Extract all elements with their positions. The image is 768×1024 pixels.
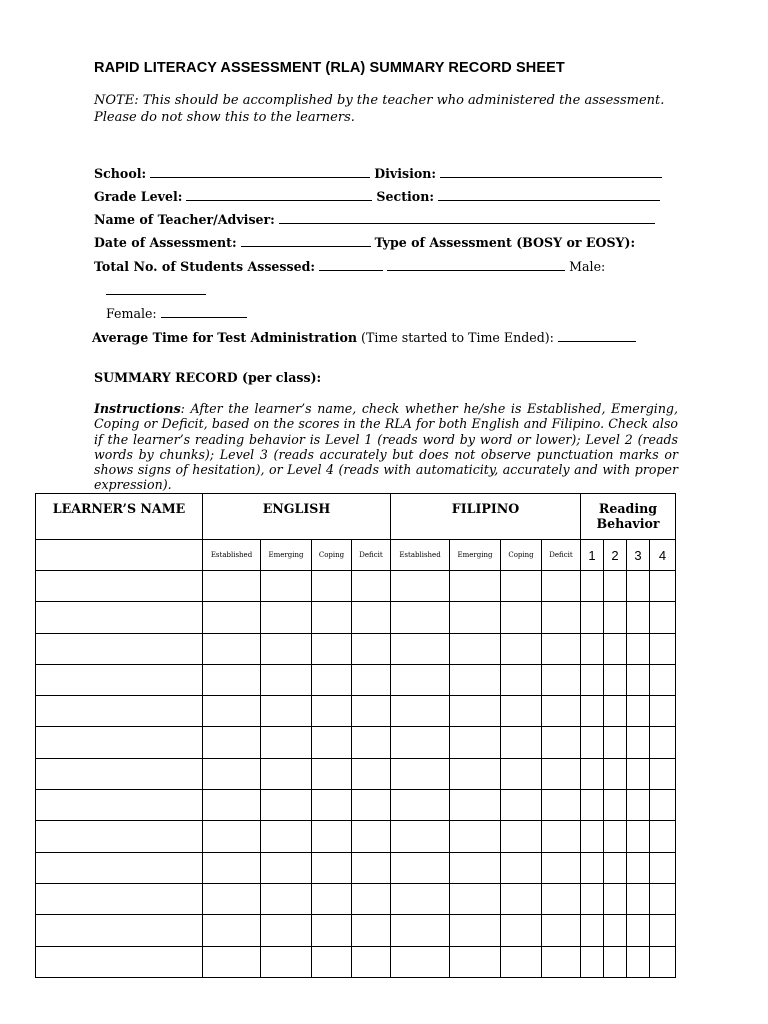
checkbox-cell[interactable] — [203, 664, 261, 695]
checkbox-cell[interactable] — [450, 852, 501, 883]
checkbox-cell[interactable] — [450, 946, 501, 977]
checkbox-cell[interactable] — [203, 946, 261, 977]
english-deficit-header: Deficit — [352, 540, 391, 571]
learner-row — [36, 758, 676, 789]
checkbox-cell[interactable] — [542, 852, 581, 883]
checkbox-cell[interactable] — [352, 571, 391, 602]
checkbox-cell[interactable] — [391, 664, 450, 695]
checkbox-cell[interactable] — [312, 915, 352, 946]
checkbox-cell[interactable] — [203, 915, 261, 946]
summary-table — [35, 493, 676, 978]
checkbox-cell[interactable] — [604, 883, 627, 914]
learner-row — [36, 883, 676, 914]
checkbox-cell[interactable] — [450, 633, 501, 664]
grade-level-label: Grade Level: — [94, 189, 183, 204]
checkbox-cell[interactable] — [604, 915, 627, 946]
checkbox-cell[interactable] — [261, 852, 312, 883]
english-header: ENGLISH — [203, 494, 391, 540]
filipino-deficit-header: Deficit — [542, 540, 581, 571]
level-1-header: 1 — [581, 540, 604, 571]
checkbox-cell[interactable] — [352, 883, 391, 914]
total-blank-2[interactable] — [387, 259, 565, 271]
checkbox-cell[interactable] — [352, 633, 391, 664]
checkbox-cell[interactable] — [352, 727, 391, 758]
checkbox-cell[interactable] — [391, 571, 450, 602]
level-2-header: 2 — [604, 540, 627, 571]
learner-row — [36, 571, 676, 602]
checkbox-cell[interactable] — [312, 664, 352, 695]
checkbox-cell[interactable] — [604, 633, 627, 664]
learner-name-subcell — [36, 540, 203, 571]
checkbox-cell[interactable] — [581, 727, 604, 758]
checkbox-cell[interactable] — [627, 946, 650, 977]
checkbox-cell[interactable] — [203, 852, 261, 883]
checkbox-cell[interactable] — [203, 790, 261, 821]
checkbox-cell[interactable] — [542, 727, 581, 758]
checkbox-cell[interactable] — [501, 946, 542, 977]
checkbox-cell[interactable] — [581, 664, 604, 695]
avg-time-blank[interactable] — [558, 330, 636, 342]
checkbox-cell[interactable] — [627, 696, 650, 727]
checkbox-cell[interactable] — [581, 633, 604, 664]
checkbox-cell[interactable] — [312, 758, 352, 789]
checkbox-cell[interactable] — [542, 790, 581, 821]
checkbox-cell[interactable] — [391, 883, 450, 914]
checkbox-cell[interactable] — [627, 915, 650, 946]
checkbox-cell[interactable] — [261, 696, 312, 727]
section-label: Section: — [376, 189, 435, 204]
checkbox-cell[interactable] — [203, 696, 261, 727]
instructions — [94, 401, 678, 493]
checkbox-cell[interactable] — [391, 821, 450, 852]
checkbox-cell[interactable] — [261, 883, 312, 914]
checkbox-cell[interactable] — [261, 727, 312, 758]
checkbox-cell[interactable] — [650, 946, 676, 977]
checkbox-cell[interactable] — [650, 633, 676, 664]
checkbox-cell[interactable] — [581, 946, 604, 977]
checkbox-cell[interactable] — [352, 915, 391, 946]
checkbox-cell[interactable] — [501, 915, 542, 946]
level-4-header: 4 — [650, 540, 676, 571]
checkbox-cell[interactable] — [501, 664, 542, 695]
checkbox-cell[interactable] — [627, 883, 650, 914]
checkbox-cell[interactable] — [604, 790, 627, 821]
male-blank[interactable] — [106, 283, 206, 295]
checkbox-cell[interactable] — [542, 696, 581, 727]
checkbox-cell[interactable] — [312, 571, 352, 602]
checkbox-cell[interactable] — [604, 602, 627, 633]
checkbox-cell[interactable] — [312, 633, 352, 664]
learner-name-cell[interactable] — [36, 790, 203, 821]
checkbox-cell[interactable] — [352, 852, 391, 883]
checkbox-cell[interactable] — [627, 571, 650, 602]
learner-row — [36, 915, 676, 946]
checkbox-cell[interactable] — [450, 758, 501, 789]
date-field — [94, 235, 635, 250]
checkbox-cell[interactable] — [650, 727, 676, 758]
filipino-established-header: Established — [391, 540, 450, 571]
checkbox-cell[interactable] — [312, 602, 352, 633]
checkbox-cell[interactable] — [203, 821, 261, 852]
checkbox-cell[interactable] — [581, 790, 604, 821]
checkbox-cell[interactable] — [604, 727, 627, 758]
checkbox-cell[interactable] — [650, 758, 676, 789]
learner-row — [36, 727, 676, 758]
checkbox-cell[interactable] — [261, 571, 312, 602]
total-label: Total No. of Students Assessed: — [94, 259, 316, 274]
checkbox-cell[interactable] — [312, 946, 352, 977]
filipino-header: FILIPINO — [391, 494, 581, 540]
checkbox-cell[interactable] — [542, 758, 581, 789]
checkbox-cell[interactable] — [650, 664, 676, 695]
learner-name-cell[interactable] — [36, 946, 203, 977]
type-label: Type of Assessment (BOSY or EOSY): — [374, 235, 636, 250]
checkbox-cell[interactable] — [312, 852, 352, 883]
checkbox-cell[interactable] — [312, 821, 352, 852]
checkbox-cell[interactable] — [501, 696, 542, 727]
checkbox-cell[interactable] — [542, 571, 581, 602]
learner-name-header: LEARNER’S NAME — [36, 494, 203, 540]
checkbox-cell[interactable] — [581, 915, 604, 946]
checkbox-cell[interactable] — [581, 883, 604, 914]
learner-row — [36, 790, 676, 821]
checkbox-cell[interactable] — [604, 696, 627, 727]
checkbox-cell[interactable] — [542, 883, 581, 914]
checkbox-cell[interactable] — [501, 790, 542, 821]
checkbox-cell[interactable] — [650, 852, 676, 883]
checkbox-cell[interactable] — [450, 602, 501, 633]
teacher-label: Name of Teacher/Adviser: — [94, 212, 275, 227]
checkbox-cell[interactable] — [501, 633, 542, 664]
english-established-header: Established — [203, 540, 261, 571]
checkbox-cell[interactable] — [604, 946, 627, 977]
checkbox-cell[interactable] — [391, 852, 450, 883]
total-blank[interactable] — [319, 259, 383, 271]
checkbox-cell[interactable] — [261, 946, 312, 977]
checkbox-cell[interactable] — [501, 727, 542, 758]
learner-row — [36, 664, 676, 695]
checkbox-cell[interactable] — [261, 602, 312, 633]
checkbox-cell[interactable] — [450, 571, 501, 602]
checkbox-cell[interactable] — [650, 696, 676, 727]
learner-name-cell[interactable] — [36, 664, 203, 695]
date-blank[interactable] — [241, 235, 371, 247]
female-label: Female: — [106, 306, 157, 321]
checkbox-cell[interactable] — [312, 883, 352, 914]
checkbox-cell[interactable] — [450, 790, 501, 821]
female-blank[interactable] — [161, 306, 247, 318]
teacher-blank[interactable] — [279, 212, 655, 224]
checkbox-cell[interactable] — [261, 790, 312, 821]
checkbox-cell[interactable] — [501, 883, 542, 914]
female-field — [106, 306, 247, 321]
checkbox-cell[interactable] — [627, 727, 650, 758]
checkbox-cell[interactable] — [650, 883, 676, 914]
school-field — [94, 166, 662, 181]
checkbox-cell[interactable] — [312, 727, 352, 758]
checkbox-cell[interactable] — [352, 602, 391, 633]
learner-row — [36, 633, 676, 664]
learner-row — [36, 946, 676, 977]
checkbox-cell[interactable] — [352, 758, 391, 789]
checkbox-cell[interactable] — [542, 821, 581, 852]
checkbox-cell[interactable] — [312, 696, 352, 727]
reading-behavior-header: Reading Behavior — [581, 494, 676, 540]
checkbox-cell[interactable] — [604, 758, 627, 789]
learner-name-cell[interactable] — [36, 915, 203, 946]
english-coping-header: Coping — [312, 540, 352, 571]
checkbox-cell[interactable] — [627, 821, 650, 852]
checkbox-cell[interactable] — [627, 790, 650, 821]
checkbox-cell[interactable] — [391, 915, 450, 946]
checkbox-cell[interactable] — [261, 633, 312, 664]
checkbox-cell[interactable] — [203, 602, 261, 633]
learner-row — [36, 696, 676, 727]
school-label: School: — [94, 166, 147, 181]
learner-row — [36, 852, 676, 883]
checkbox-cell[interactable] — [352, 790, 391, 821]
checkbox-cell[interactable] — [604, 571, 627, 602]
checkbox-cell[interactable] — [450, 821, 501, 852]
learner-name-cell[interactable] — [36, 633, 203, 664]
level-3-header: 3 — [627, 540, 650, 571]
checkbox-cell[interactable] — [542, 915, 581, 946]
school-blank[interactable] — [150, 166, 370, 178]
checkbox-cell[interactable] — [391, 633, 450, 664]
checkbox-cell[interactable] — [581, 571, 604, 602]
checkbox-cell[interactable] — [604, 821, 627, 852]
checkbox-cell[interactable] — [203, 727, 261, 758]
learner-name-cell[interactable] — [36, 571, 203, 602]
learner-name-cell[interactable] — [36, 883, 203, 914]
document-title: RAPID LITERACY ASSESSMENT (RLA) SUMMARY RECORD SHEET — [94, 60, 565, 76]
checkbox-cell[interactable] — [581, 696, 604, 727]
checkbox-cell[interactable] — [581, 852, 604, 883]
checkbox-cell[interactable] — [650, 571, 676, 602]
header-row — [36, 494, 676, 540]
english-emerging-header: Emerging — [261, 540, 312, 571]
checkbox-cell[interactable] — [450, 696, 501, 727]
grade-field — [94, 189, 660, 204]
checkbox-cell[interactable] — [203, 883, 261, 914]
checkbox-cell[interactable] — [391, 602, 450, 633]
instructions-label: Instructions — [94, 401, 181, 416]
checkbox-cell[interactable] — [604, 852, 627, 883]
checkbox-cell[interactable] — [581, 602, 604, 633]
male-label: Male: — [569, 259, 606, 274]
checkbox-cell[interactable] — [542, 633, 581, 664]
avg-time-label: Average Time for Test Administration — [92, 330, 358, 345]
male-blank-row — [106, 283, 206, 298]
learner-name-cell[interactable] — [36, 602, 203, 633]
checkbox-cell[interactable] — [627, 758, 650, 789]
checkbox-cell[interactable] — [391, 727, 450, 758]
checkbox-cell[interactable] — [581, 821, 604, 852]
checkbox-cell[interactable] — [650, 602, 676, 633]
learner-name-cell[interactable] — [36, 852, 203, 883]
checkbox-cell[interactable] — [261, 915, 312, 946]
checkbox-cell[interactable] — [501, 852, 542, 883]
checkbox-cell[interactable] — [627, 664, 650, 695]
checkbox-cell[interactable] — [650, 915, 676, 946]
note-text: NOTE: This should be accomplished by the teacher who administered the assessment. Please do not show this to the learners. — [94, 93, 665, 125]
checkbox-cell[interactable] — [450, 915, 501, 946]
learner-row — [36, 602, 676, 633]
avg-time-field — [92, 330, 636, 345]
division-blank[interactable] — [440, 166, 662, 178]
checkbox-cell[interactable] — [650, 790, 676, 821]
total-field — [94, 259, 605, 274]
checkbox-cell[interactable] — [542, 664, 581, 695]
checkbox-cell[interactable] — [312, 790, 352, 821]
avg-time-note: (Time started to Time Ended): — [361, 330, 554, 345]
checkbox-cell[interactable] — [203, 633, 261, 664]
checkbox-cell[interactable] — [352, 664, 391, 695]
checkbox-cell[interactable] — [501, 571, 542, 602]
checkbox-cell[interactable] — [542, 602, 581, 633]
learner-name-cell[interactable] — [36, 727, 203, 758]
checkbox-cell[interactable] — [650, 821, 676, 852]
checkbox-cell[interactable] — [501, 602, 542, 633]
checkbox-cell[interactable] — [450, 883, 501, 914]
teacher-field — [94, 212, 655, 227]
learner-name-cell[interactable] — [36, 821, 203, 852]
checkbox-cell[interactable] — [352, 946, 391, 977]
subheader-row — [36, 540, 676, 571]
summary-heading: SUMMARY RECORD (per class): — [94, 370, 322, 385]
checkbox-cell[interactable] — [501, 758, 542, 789]
checkbox-cell[interactable] — [627, 633, 650, 664]
filipino-emerging-header: Emerging — [450, 540, 501, 571]
checkbox-cell[interactable] — [261, 821, 312, 852]
checkbox-cell[interactable] — [391, 758, 450, 789]
checkbox-cell[interactable] — [203, 571, 261, 602]
checkbox-cell[interactable] — [352, 821, 391, 852]
checkbox-cell[interactable] — [501, 821, 542, 852]
checkbox-cell[interactable] — [450, 727, 501, 758]
instructions-text: : After the learner’s name, check whether he/she is Established, Emerging, Coping or Deficit, based on the scores in the RLA for both English and Filipino. Check also if the learner’s reading behavior is Level 1 (reads word by word or lower); Level 2 (reads words by chunks); Level 3 (reads accurately but does not observe punctuation marks or shows signs of hesitation), or Level 4 (reads with automaticity, accurately and with proper expression). — [94, 401, 678, 493]
checkbox-cell[interactable] — [450, 664, 501, 695]
learner-row — [36, 821, 676, 852]
checkbox-cell[interactable] — [391, 946, 450, 977]
checkbox-cell[interactable] — [261, 664, 312, 695]
learner-name-cell[interactable] — [36, 758, 203, 789]
date-label: Date of Assessment: — [94, 235, 237, 250]
checkbox-cell[interactable] — [391, 790, 450, 821]
checkbox-cell[interactable] — [627, 602, 650, 633]
checkbox-cell[interactable] — [604, 664, 627, 695]
learner-name-cell[interactable] — [36, 696, 203, 727]
checkbox-cell[interactable] — [581, 758, 604, 789]
grade-level-blank[interactable] — [186, 189, 372, 201]
checkbox-cell[interactable] — [542, 946, 581, 977]
section-blank[interactable] — [438, 189, 660, 201]
checkbox-cell[interactable] — [203, 758, 261, 789]
checkbox-cell[interactable] — [391, 696, 450, 727]
filipino-coping-header: Coping — [501, 540, 542, 571]
checkbox-cell[interactable] — [261, 758, 312, 789]
checkbox-cell[interactable] — [352, 696, 391, 727]
division-label: Division: — [374, 166, 437, 181]
checkbox-cell[interactable] — [627, 852, 650, 883]
